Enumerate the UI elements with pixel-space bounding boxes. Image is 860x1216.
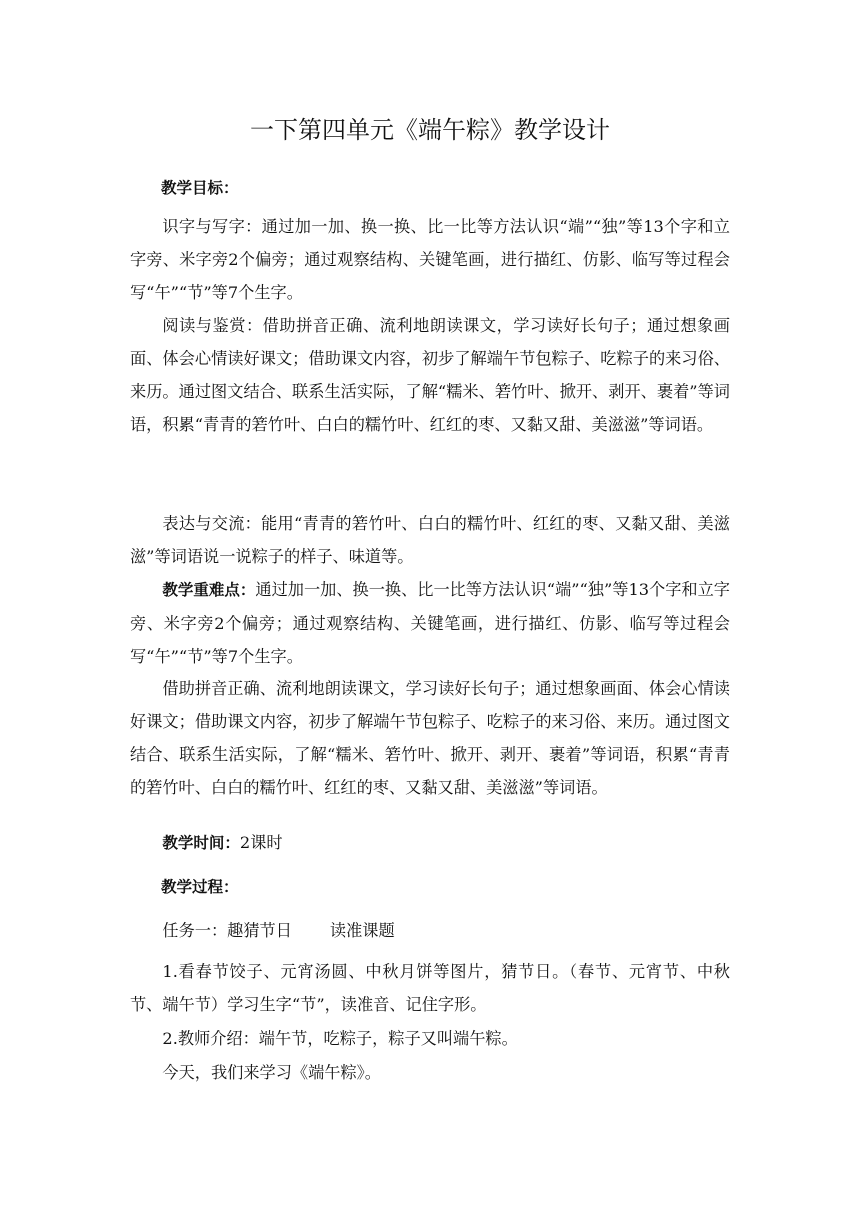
process-step-1: 1.看春节饺子、元宵汤圆、中秋月饼等图片，猜节日。（春节、元宵节、中秋节、端午节）学习生字“节”，读准音、记住字形。 <box>130 962 730 1014</box>
document-title: 一下第四单元《端午粽》教学设计 <box>250 116 610 144</box>
goal-reading: 阅读与鉴赏：借助拼音正确、流利地朗读课文，学习读好长句子；通过想象画面、体会心情读好课文；借助课文内容，初步了解端午节包粽子、吃粽子的来习俗、来历。通过图文结合、联系生活实际，了解“糯米、箬竹叶、掀开、剥开、裹着”等词语，积累“青青的箬竹叶、白白的糯竹叶、红红的枣、又黏又甜、美滋滋”等词语。 <box>130 316 730 434</box>
goals-section <box>130 172 730 205</box>
key-points-paragraph <box>130 573 730 673</box>
task1-title: 任务一：趣猜节日 <box>162 921 292 940</box>
key-points-label: 教学重难点： <box>162 581 256 599</box>
task1-block <box>130 914 730 947</box>
process-step-2: 2.教师介绍：端午节，吃粽子，粽子又叫端午粽。 <box>162 1029 518 1048</box>
time-label: 教学时间： <box>162 834 240 852</box>
task1-heading <box>130 914 730 947</box>
time-value: 2课时 <box>239 833 283 852</box>
time-section <box>130 826 730 860</box>
process-heading: 教学过程： <box>161 878 239 896</box>
key-points-section <box>130 573 730 673</box>
goal-literacy: 识字与写字：通过加一加、换一换、比一比等方法认识“端”“独”等13个字和立字旁、米字旁2个偏旁；通过观察结构、关键笔画，进行描红、仿影、临写等过程会写“午”“节”等7个生字。 <box>130 217 730 302</box>
goals-reading-block <box>130 309 730 441</box>
goals-literacy-block <box>130 210 730 309</box>
task1-subtitle: 读准课题 <box>329 921 395 940</box>
step2-block <box>130 1022 730 1055</box>
goals-heading: 教学目标： <box>161 179 239 197</box>
goals-expression-block <box>130 507 730 573</box>
step3-block <box>130 1056 730 1089</box>
goal-expression: 表达与交流：能用“青青的箬竹叶、白白的糯竹叶、红红的枣、又黏又甜、美滋滋”等词语说一说粽子的样子、味道等。 <box>130 514 730 566</box>
step1-block <box>130 955 730 1021</box>
key-points-section-2 <box>130 672 730 804</box>
time-paragraph <box>130 826 730 860</box>
key-points-text-2: 借助拼音正确、流利地朗读课文，学习读好长句子；通过想象画面、体会心情读好课文；借助课文内容，初步了解端午节包粽子、吃粽子的来习俗、来历。通过图文结合、联系生活实际，了解“糯米、箬竹叶、掀开、剥开、裹着”等词语，积累“青青的箬竹叶、白白的糯竹叶、红红的枣、又黏又甜、美滋滋”等词语。 <box>130 679 730 797</box>
key-points-text: 通过加一加、换一换、比一比等方法认识“端”“独”等13个字和立字旁、米字旁2个偏旁；通过观察结构、关键笔画，进行描红、仿影、临写等过程会写“午”“节”等7个生字。 <box>130 580 730 666</box>
process-section <box>130 871 730 904</box>
process-step-3: 今天，我们来学习《端午粽》。 <box>162 1063 381 1082</box>
